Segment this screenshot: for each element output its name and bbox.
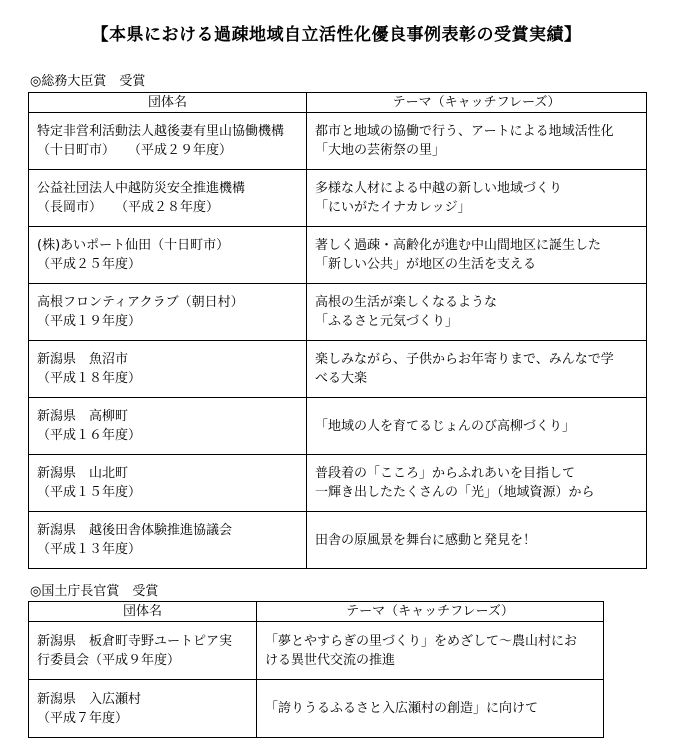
organization-cell: 新潟県 越後田舎体験推進協議会 （平成１３年度） [29, 512, 307, 569]
column-header-theme: テーマ（キャッチフレーズ） [307, 93, 647, 113]
organization-cell: (株)あいポート仙田（十日町市） （平成２５年度） [29, 227, 307, 284]
column-header-theme: テーマ（キャッチフレーズ） [257, 602, 604, 622]
organization-cell: 新潟県 高柳町 （平成１６年度） [29, 398, 307, 455]
theme-cell: 田舎の原風景を舞台に感動と発見を！ [307, 512, 647, 569]
table-row [29, 455, 647, 512]
theme-cell: 楽しみながら、子供からお年寄りまで、みんなで学 べる大楽 [307, 341, 647, 398]
organization-cell: 特定非営利活動法人越後妻有里山協働機構 （十日町市） （平成２９年度） [29, 113, 307, 170]
table-row [29, 227, 647, 284]
table-row [29, 341, 647, 398]
theme-cell: 都市と地域の協働で行う、アートによる地域活性化 「大地の芸術祭の里」 [307, 113, 647, 170]
table-row [29, 113, 647, 170]
organization-cell: 公益社団法人中越防災安全推進機構 （長岡市） （平成２８年度） [29, 170, 307, 227]
section-heading-minister-award: ◎総務大臣賞 受賞 [30, 74, 146, 89]
theme-cell: 著しく過疎・高齢化が進む中山間地区に誕生した 「新しい公共」が地区の生活を支える [307, 227, 647, 284]
theme-cell: 高根の生活が楽しくなるような 「ふるさと元気づくり」 [307, 284, 647, 341]
theme-cell: 「夢とやすらぎの里づくり」をめざして～農山村にお ける異世代交流の推進 [257, 622, 604, 680]
section-heading-national-land-agency-award: ◎国土庁長官賞 受賞 [30, 584, 159, 599]
organization-cell: 高根フロンティアクラブ（朝日村） （平成１９年度） [29, 284, 307, 341]
table-row [29, 170, 647, 227]
table-row [29, 398, 647, 455]
theme-cell: 「誇りうるふるさと入広瀬村の創造」に向けて [257, 680, 604, 738]
table-header-row [29, 93, 647, 113]
table-row [29, 284, 647, 341]
organization-cell: 新潟県 山北町 （平成１５年度） [29, 455, 307, 512]
table-header-row [29, 602, 604, 622]
organization-cell: 新潟県 入広瀬村 （平成７年度） [29, 680, 257, 738]
organization-cell: 新潟県 魚沼市 （平成１８年度） [29, 341, 307, 398]
theme-cell: 多様な人材による中越の新しい地域づくり 「にいがたイナカレッジ」 [307, 170, 647, 227]
theme-cell: 「地域の人を育てるじょんのび高柳づくり」 [307, 398, 647, 455]
column-header-organization: 団体名 [29, 93, 307, 113]
theme-cell: 普段着の「こころ」からふれあいを目指して 一輝き出したたくさんの「光」（地域資源）から [307, 455, 647, 512]
page-title: 【本県における過疎地域自立活性化優良事例表彰の受賞実績】 [91, 25, 582, 45]
table-row [29, 680, 604, 738]
column-header-organization: 団体名 [29, 602, 257, 622]
table-row [29, 622, 604, 680]
organization-cell: 新潟県 板倉町寺野ユートピア実 行委員会（平成９年度） [29, 622, 257, 680]
land-agency-award-table [28, 601, 604, 738]
table-row [29, 512, 647, 569]
minister-award-table [28, 92, 647, 569]
